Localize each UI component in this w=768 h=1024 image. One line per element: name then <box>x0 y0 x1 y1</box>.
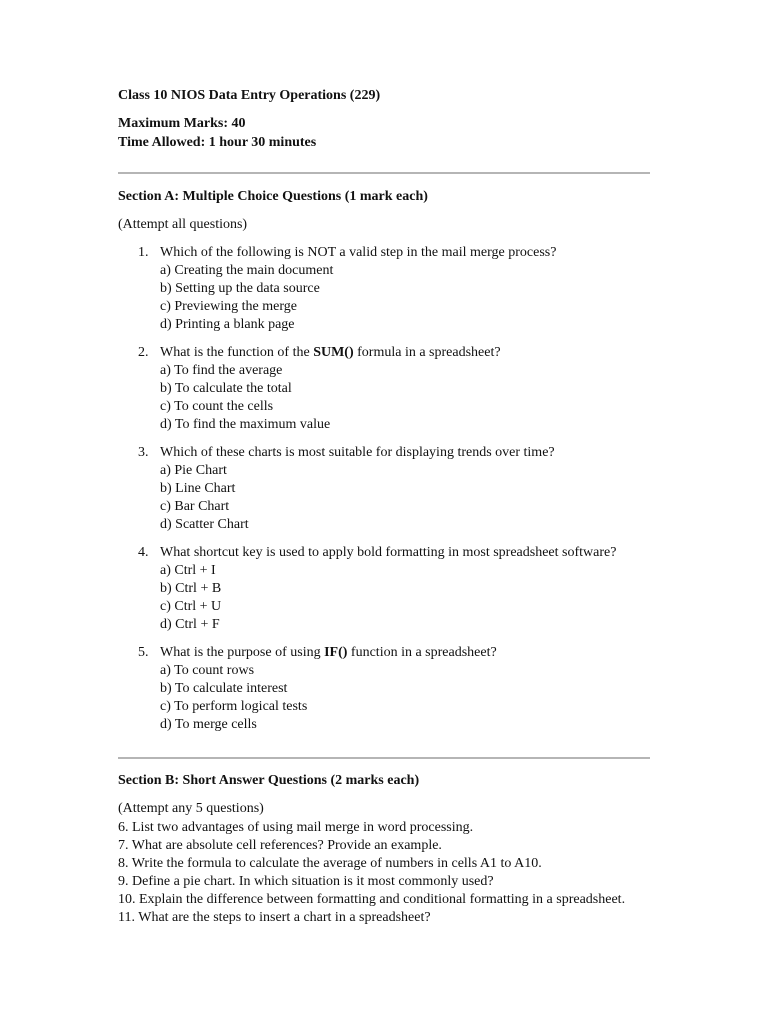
question-number: 4. <box>138 545 149 560</box>
option-d: d) Printing a blank page <box>160 317 295 332</box>
question-number: 1. <box>138 245 149 260</box>
question-text: What is the purpose of using IF() function in a spreadsheet? <box>160 645 497 660</box>
mcq-question-3 <box>138 444 658 534</box>
option-b: b) To calculate interest <box>160 681 288 696</box>
section-a-instruction: (Attempt all questions) <box>118 217 248 232</box>
option-c: c) Previewing the merge <box>160 299 297 314</box>
option-d: d) Scatter Chart <box>160 517 249 532</box>
section-b-instruction: (Attempt any 5 questions) <box>118 801 264 816</box>
question-text: What shortcut key is used to apply bold formatting in most spreadsheet software? <box>160 545 617 560</box>
function-name: IF() <box>324 645 348 660</box>
option-d: d) To merge cells <box>160 717 257 732</box>
option-c: c) Ctrl + U <box>160 599 222 614</box>
option-a: a) To find the average <box>160 363 283 378</box>
option-a: a) To count rows <box>160 663 255 678</box>
option-b: b) Setting up the data source <box>160 281 320 296</box>
question-number: 3. <box>138 445 149 460</box>
mcq-question-4 <box>138 544 658 634</box>
mcq-question-5 <box>138 644 658 734</box>
mcq-list <box>138 244 658 744</box>
option-a: a) Ctrl + I <box>160 563 216 578</box>
document-title: Class 10 NIOS Data Entry Operations (229) <box>118 88 381 103</box>
mcq-question-2 <box>138 344 658 434</box>
short-question-6: 6. List two advantages of using mail merge in word processing. <box>118 820 474 835</box>
short-question-11: 11. What are the steps to insert a chart in a spreadsheet? <box>118 910 431 925</box>
exam-meta <box>118 115 316 153</box>
option-c: c) To count the cells <box>160 399 274 414</box>
question-number: 5. <box>138 645 149 660</box>
divider-top <box>118 172 650 174</box>
short-question-8: 8. Write the formula to calculate the average of numbers in cells A1 to A10. <box>118 856 542 871</box>
short-question-9: 9. Define a pie chart. In which situation is it most commonly used? <box>118 874 494 889</box>
option-a: a) Pie Chart <box>160 463 227 478</box>
mcq-question-1 <box>138 244 658 334</box>
question-text: What is the function of the SUM() formula in a spreadsheet? <box>160 345 501 360</box>
option-a: a) Creating the main document <box>160 263 334 278</box>
option-c: c) To perform logical tests <box>160 699 308 714</box>
question-text: Which of these charts is most suitable for displaying trends over time? <box>160 445 555 460</box>
option-b: b) Line Chart <box>160 481 236 496</box>
option-d: d) To find the maximum value <box>160 417 331 432</box>
option-b: b) To calculate the total <box>160 381 292 396</box>
option-d: d) Ctrl + F <box>160 617 220 632</box>
short-answer-list <box>118 819 658 927</box>
question-text: Which of the following is NOT a valid step in the mail merge process? <box>160 245 557 260</box>
max-marks: Maximum Marks: 40 <box>118 116 246 131</box>
section-b-heading: Section B: Short Answer Questions (2 marks each) <box>118 773 420 788</box>
short-question-7: 7. What are absolute cell references? Provide an example. <box>118 838 442 853</box>
divider-middle <box>118 757 650 759</box>
option-b: b) Ctrl + B <box>160 581 222 596</box>
section-a-heading: Section A: Multiple Choice Questions (1 mark each) <box>118 189 428 204</box>
option-c: c) Bar Chart <box>160 499 230 514</box>
time-allowed: Time Allowed: 1 hour 30 minutes <box>118 135 317 150</box>
short-question-10: 10. Explain the difference between formatting and conditional formatting in a spreadsheet. <box>118 892 626 907</box>
formula-name: SUM() <box>313 345 354 360</box>
question-number: 2. <box>138 345 149 360</box>
